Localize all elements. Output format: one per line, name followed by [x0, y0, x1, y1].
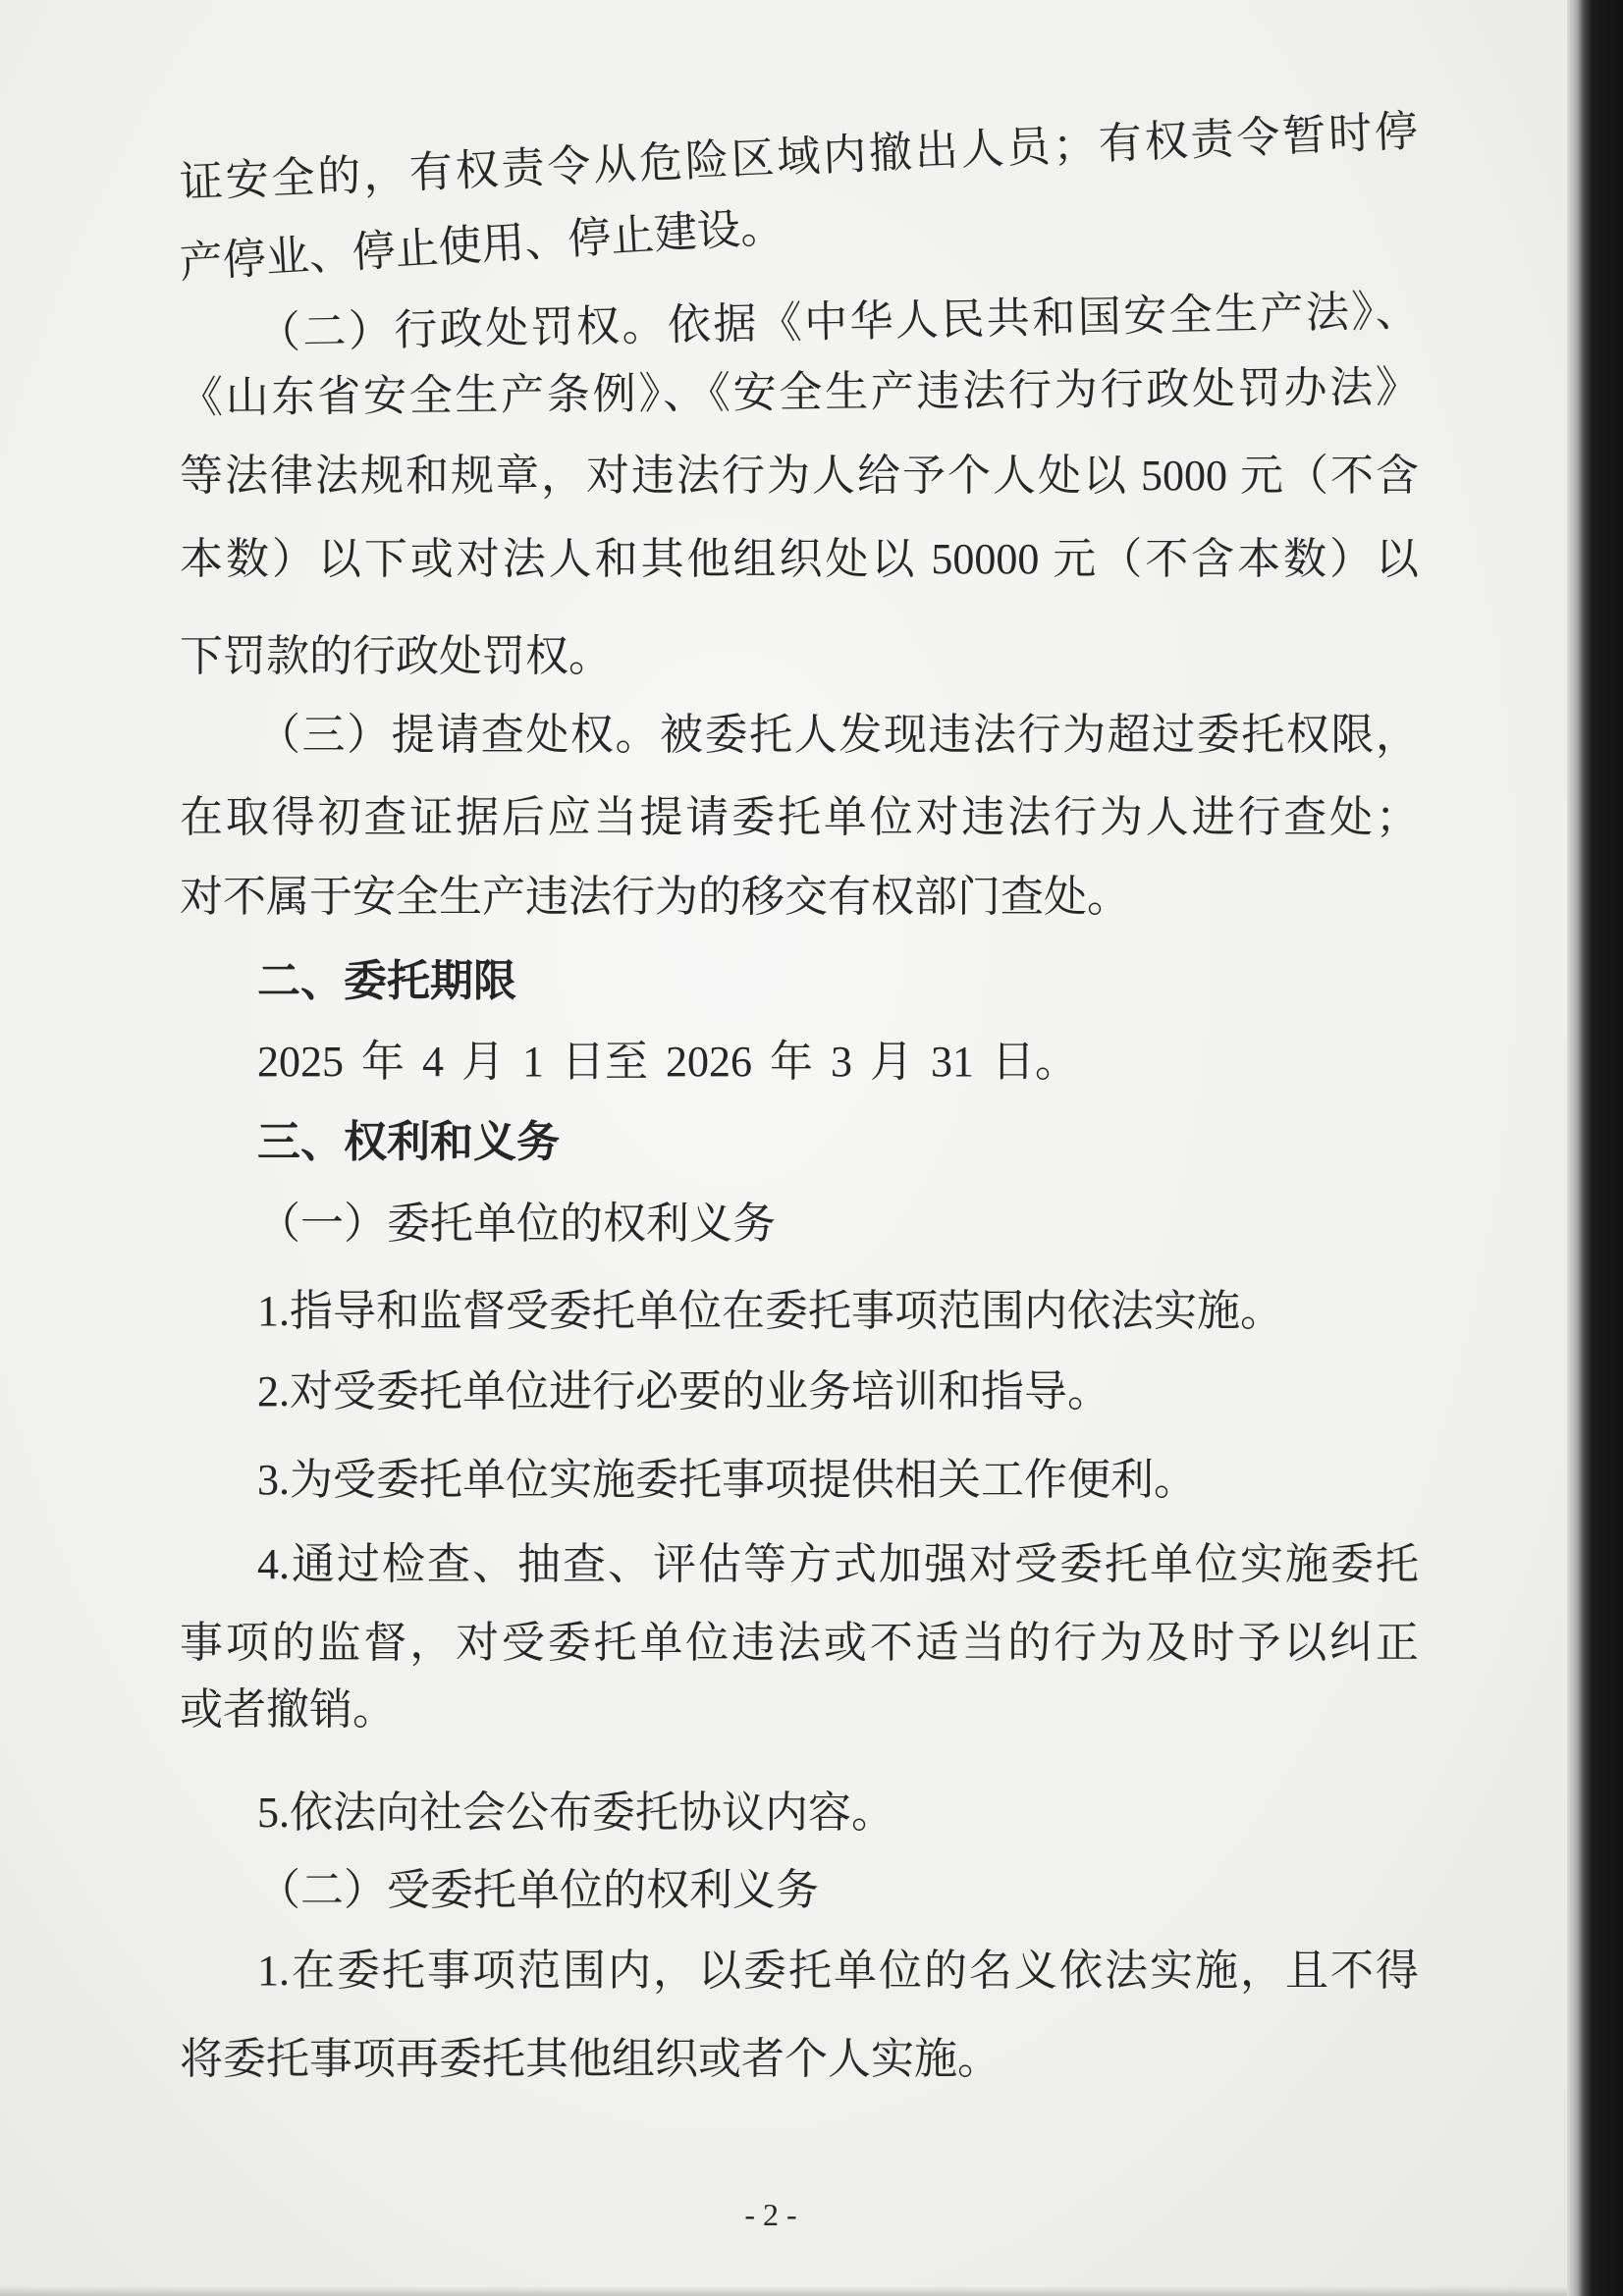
- text-line: 或者撤销。: [180, 1685, 396, 1734]
- text-line: 将委托事项再委托其他组织或者个人实施。: [180, 2035, 1001, 2083]
- text-line: 《山东省安全生产条例》、《安全生产违法行为行政处罚办法》: [179, 362, 1420, 422]
- list-item: 2.对受委托单位进行必要的业务培训和指导。: [257, 1367, 1110, 1415]
- subsection-heading: （二）受委托单位的权利义务: [257, 1866, 819, 1914]
- subsection-heading: （一）委托单位的权利义务: [257, 1200, 776, 1248]
- period-text: 2025 年 4 月 1 日至 2026 年 3 月 31 日。: [257, 1038, 1078, 1086]
- section-heading: 二、委托期限: [257, 956, 516, 1006]
- text-line: 本数）以下或对法人和其他组织处以 50000 元（不含本数）以: [180, 535, 1419, 583]
- text-line: 证安全的，有权责令从危险区域内撤出人员；有权责令暂时停: [178, 107, 1419, 207]
- text-line: 1.在委托事项范围内，以委托单位的名义依法实施，且不得: [257, 1947, 1419, 1995]
- page-number: - 2 -: [744, 2197, 797, 2232]
- text-line: 对不属于安全生产违法行为的移交有权部门查处。: [180, 873, 1130, 921]
- scan-edge-shadow: [1567, 0, 1623, 2296]
- list-item: 1.指导和监督受委托单位在委托事项范围内依法实施。: [257, 1287, 1283, 1335]
- text-line: 在取得初查证据后应当提请委托单位对违法行为人进行查处；: [180, 793, 1419, 841]
- list-item: 5.依法向社会公布委托协议内容。: [257, 1789, 894, 1837]
- text-line: 4.通过检查、抽查、评估等方式加强对受委托单位实施委托: [257, 1540, 1419, 1588]
- text-line: （三）提请查处权。被委托人发现违法行为超过委托权限，: [257, 711, 1419, 759]
- text-line: 事项的监督，对受委托单位违法或不适当的行为及时予以纠正: [180, 1619, 1419, 1667]
- text-line: （二）行政处罚权。依据《中华人民共和国安全生产法》、: [256, 287, 1420, 357]
- section-heading: 三、权利和义务: [257, 1117, 560, 1167]
- scan-bottom-edge: [0, 2286, 1567, 2296]
- text-line: 等法律法规和规章，对违法行为人给予个人处以 5000 元（不含: [180, 452, 1419, 500]
- text-line: 产停业、停止使用、停止建设。: [178, 202, 785, 288]
- list-item: 3.为受委托单位实施委托事项提供相关工作便利。: [257, 1456, 1197, 1504]
- text-line: 下罚款的行政处罚权。: [180, 632, 612, 680]
